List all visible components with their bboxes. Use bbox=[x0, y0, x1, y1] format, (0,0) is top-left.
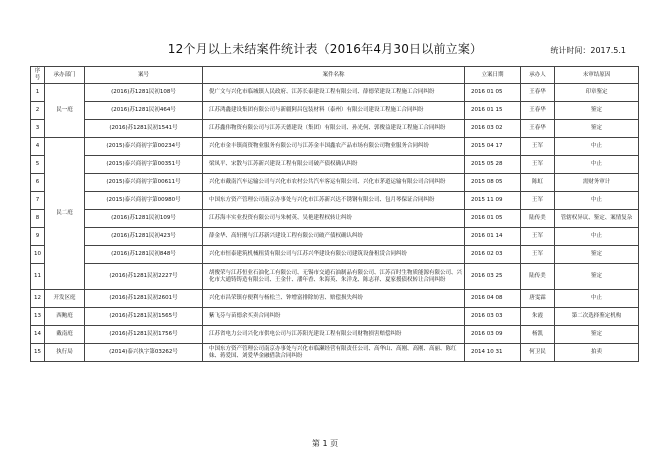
department-cell: 开发区庭 bbox=[45, 290, 85, 308]
case-number: (2016)苏1281民初1756号 bbox=[85, 326, 203, 344]
case-name: 胡俊荣与江苏恒业石油化工有限公司、无锡市交通石油制品有限公司、江苏百时生物质能源有限公司、兴化市大通铸铸造有限公司、王金什、潘年香、朱海英、朱洋龙、陈志祥、夏家援债权转让合同纠纷 bbox=[203, 264, 465, 290]
department-cell: 执行局 bbox=[45, 344, 85, 362]
filing-date: 2016 03 02 bbox=[465, 120, 521, 138]
case-table bbox=[30, 66, 639, 362]
judge-name: 杨凯 bbox=[521, 326, 555, 344]
case-number: (2016)苏1281民初1565号 bbox=[85, 308, 203, 326]
judge-name: 陆传美 bbox=[521, 264, 555, 290]
judge-name: 朱霞 bbox=[521, 308, 555, 326]
row-index: 1 bbox=[31, 84, 45, 102]
judge-name: 唐雯霖 bbox=[521, 290, 555, 308]
pending-reason: 拍卖 bbox=[555, 344, 639, 362]
judge-name: 王军 bbox=[521, 156, 555, 174]
pending-reason: 中止 bbox=[555, 290, 639, 308]
header-department: 承办部门 bbox=[45, 67, 85, 84]
case-name: 兴化市金丰镇商资物业服务有限公司与江苏金丰国鑫农产品市场有限公司物业服务合同纠纷 bbox=[203, 138, 465, 156]
department-cell: 戴南庭 bbox=[45, 326, 85, 344]
filing-date: 2016 01 05 bbox=[465, 210, 521, 228]
filing-date: 2016 02 03 bbox=[465, 246, 521, 264]
pending-reason: 管辖权异议、鉴定、案情复杂 bbox=[555, 210, 639, 228]
filing-date: 2016 01 14 bbox=[465, 228, 521, 246]
judge-name: 王军 bbox=[521, 246, 555, 264]
case-number: (2015)泰兴商初字第00351号 bbox=[85, 156, 203, 174]
case-name: 中国东方资产管理公司南京办事处与兴化市临瀬经营有限责任公司、高华山、高刚、高刚、高丽、陈红妹、蒋爱国、刘爱华金融借款合同纠纷 bbox=[203, 344, 465, 362]
case-name: 江苏鑫伟物资有限公司与江苏天德建设（集团）有限公司、孙光何、郭俊益建设工程施工合同纠纷 bbox=[203, 120, 465, 138]
judge-name: 王军 bbox=[521, 192, 555, 210]
table-row bbox=[31, 308, 639, 326]
case-number: (2014)泰兴执字第03262号 bbox=[85, 344, 203, 362]
filing-date: 2015 11 09 bbox=[465, 192, 521, 210]
row-index: 15 bbox=[31, 344, 45, 362]
filing-date: 2014 10 31 bbox=[465, 344, 521, 362]
header-reason: 未审结原因 bbox=[555, 67, 639, 84]
filing-date: 2016 03 25 bbox=[465, 264, 521, 290]
case-number: (2016)苏1281民初2601号 bbox=[85, 290, 203, 308]
row-index: 8 bbox=[31, 210, 45, 228]
filing-date: 2016 03 09 bbox=[465, 326, 521, 344]
judge-name: 何卫民 bbox=[521, 344, 555, 362]
judge-name: 陈虹 bbox=[521, 174, 555, 192]
filing-date: 2016 01 05 bbox=[465, 84, 521, 102]
pending-reason: 鉴定 bbox=[555, 102, 639, 120]
judge-name: 王春华 bbox=[521, 102, 555, 120]
table-row bbox=[31, 326, 639, 344]
page-number: 第 1 页 bbox=[311, 439, 339, 448]
case-number: (2015)泰兴商初字第00234号 bbox=[85, 138, 203, 156]
case-name: 倪广文与兴化市临城镇人民政府、江苏长泰建设工程有限公司、薛德荣建设工程施工合同纠纷 bbox=[203, 84, 465, 102]
table-row bbox=[31, 290, 639, 308]
table-header-row bbox=[31, 67, 639, 84]
row-index: 14 bbox=[31, 326, 45, 344]
row-index: 6 bbox=[31, 174, 45, 192]
case-number: (2016)苏1281民初848号 bbox=[85, 246, 203, 264]
pending-reason: 第二次选择鉴定机构 bbox=[555, 308, 639, 326]
table-row bbox=[31, 102, 639, 120]
stat-time: 统计时间：2017.5.1 bbox=[550, 46, 626, 55]
judge-name: 王军 bbox=[521, 228, 555, 246]
case-number: (2016)苏1281民初2227号 bbox=[85, 264, 203, 290]
case-number: (2016)苏1281民初109号 bbox=[85, 210, 203, 228]
row-index: 5 bbox=[31, 156, 45, 174]
case-name: 兴化市恒泰建筑机械租赁有限公司与江苏兴华建设有限公司建筑设备租赁合同纠纷 bbox=[203, 246, 465, 264]
filing-date: 2016 01 15 bbox=[465, 102, 521, 120]
case-name: 江苏鸿鑫建设集团有限公司与新疆阿昌包装材料（泰州）有限公司建设工程施工合同纠纷 bbox=[203, 102, 465, 120]
row-index: 10 bbox=[31, 246, 45, 264]
header-filing-date: 立案日期 bbox=[465, 67, 521, 84]
row-index: 9 bbox=[31, 228, 45, 246]
header-case-name: 案件名称 bbox=[203, 67, 465, 84]
header-case-number: 案号 bbox=[85, 67, 203, 84]
table-row bbox=[31, 246, 639, 264]
row-index: 2 bbox=[31, 102, 45, 120]
department-cell: 民二庭 bbox=[45, 138, 85, 290]
table-row bbox=[31, 138, 639, 156]
filing-date: 2016 04 08 bbox=[465, 290, 521, 308]
row-index: 13 bbox=[31, 308, 45, 326]
department-cell: 民一庭 bbox=[45, 84, 85, 138]
case-name: 中国东方资产管理公司南京办事处与兴化市江苏新兴达不锈钢有限公司、包月琴保证合同纠纷 bbox=[203, 192, 465, 210]
case-number: (2016)苏1281民初108号 bbox=[85, 84, 203, 102]
case-number: (2016)苏1281民初1541号 bbox=[85, 120, 203, 138]
header-judge: 承办人 bbox=[521, 67, 555, 84]
table-row bbox=[31, 156, 639, 174]
table-row bbox=[31, 228, 639, 246]
table-row bbox=[31, 210, 639, 228]
pending-reason: 需财务审计 bbox=[555, 174, 639, 192]
row-index: 4 bbox=[31, 138, 45, 156]
filing-date: 2015 05 28 bbox=[465, 156, 521, 174]
case-number: (2016)苏1281民初464号 bbox=[85, 102, 203, 120]
row-index: 7 bbox=[31, 192, 45, 210]
table-body bbox=[31, 84, 639, 362]
pending-reason: 印章鉴定 bbox=[555, 84, 639, 102]
case-name: 紫飞芬与苗德余买卖合同纠纷 bbox=[203, 308, 465, 326]
judge-name: 王春华 bbox=[521, 84, 555, 102]
row-index: 3 bbox=[31, 120, 45, 138]
pending-reason: 中止 bbox=[555, 228, 639, 246]
case-name: 梁凤平、宋散与江苏新兴建设工程有限公司破产债权确认纠纷 bbox=[203, 156, 465, 174]
department-cell: 西鲍庭 bbox=[45, 308, 85, 326]
judge-name: 王春华 bbox=[521, 120, 555, 138]
row-index: 12 bbox=[31, 290, 45, 308]
case-name: 薛金华、高轩刚与江苏新兴建设工程有限公司破产债权确认纠纷 bbox=[203, 228, 465, 246]
pending-reason: 鉴定 bbox=[555, 120, 639, 138]
table-row bbox=[31, 264, 639, 290]
case-name: 兴化市昌荣镇存便利与杨松兰、钟增富排除妨害、赔偿损失纠纷 bbox=[203, 290, 465, 308]
filing-date: 2015 04 17 bbox=[465, 138, 521, 156]
pending-reason: 中止 bbox=[555, 156, 639, 174]
case-number: (2015)泰兴商初字第00611号 bbox=[85, 174, 203, 192]
table-row bbox=[31, 344, 639, 362]
pending-reason: 鉴定 bbox=[555, 326, 639, 344]
pending-reason: 中止 bbox=[555, 192, 639, 210]
filing-date: 2016 03 03 bbox=[465, 308, 521, 326]
case-number: (2016)苏1281民初423号 bbox=[85, 228, 203, 246]
row-index: 11 bbox=[31, 264, 45, 290]
case-name: 兴化市戴南汽车运输公司与兴化市农村公共汽车客运有限公司、兴化市茅道运输有限公司合同纠纷 bbox=[203, 174, 465, 192]
case-number: (2015)泰兴商初字第00980号 bbox=[85, 192, 203, 210]
case-name: 江苏海丰实业投资有限公司与朱树英、吴艳建程权转让纠纷 bbox=[203, 210, 465, 228]
pending-reason: 中止 bbox=[555, 138, 639, 156]
table-row bbox=[31, 174, 639, 192]
pending-reason: 鉴定 bbox=[555, 264, 639, 290]
table-row bbox=[31, 84, 639, 102]
judge-name: 陆传美 bbox=[521, 210, 555, 228]
filing-date: 2015 08 05 bbox=[465, 174, 521, 192]
page-title: 12个月以上未结案件统计表（2016年4月30日以前立案） bbox=[167, 42, 483, 56]
header-index: 序号 bbox=[31, 67, 45, 84]
judge-name: 王军 bbox=[521, 138, 555, 156]
table-row bbox=[31, 120, 639, 138]
case-name: 江苏省电力公司兴化市供电公司与江苏阳光建设工程有限公司财物损害赔偿纠纷 bbox=[203, 326, 465, 344]
pending-reason: 鉴定 bbox=[555, 246, 639, 264]
table-row bbox=[31, 192, 639, 210]
